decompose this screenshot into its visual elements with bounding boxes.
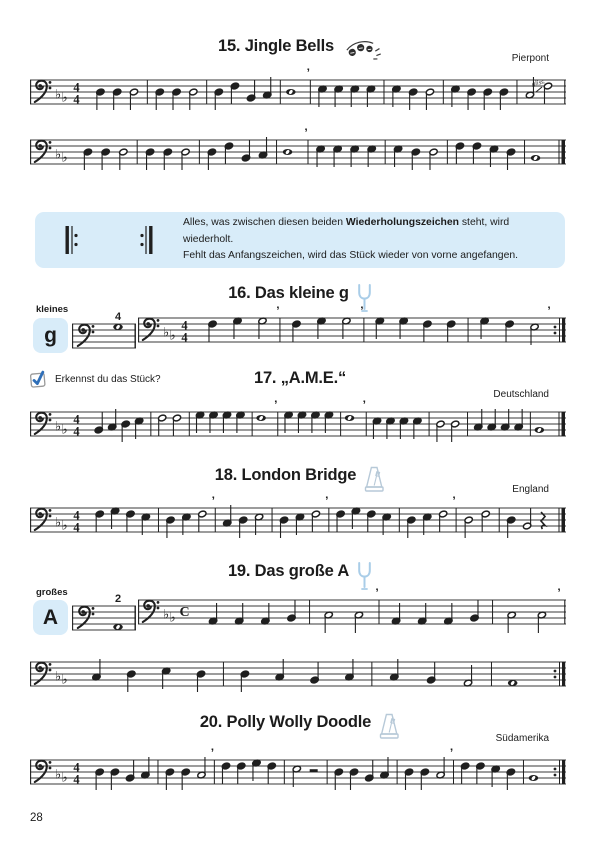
info-line1-pre: Alles, was zwischen diesen beiden: [183, 217, 346, 229]
page-number: 28: [30, 812, 43, 824]
song-18-credit: England: [512, 484, 549, 495]
repeat-begin-sign-icon: [65, 226, 78, 254]
bass-clef: [35, 81, 52, 102]
bass-clef: [78, 607, 95, 628]
staff-system-19-line1: [138, 584, 566, 642]
sleigh-bells-icon: [342, 37, 382, 63]
svg-text:’: ’: [452, 494, 456, 508]
svg-text:4: 4: [181, 318, 188, 333]
repeat-end-sign-icon: [140, 226, 153, 254]
info-line1-post: steht, wird wiederholt.: [183, 217, 510, 245]
song-20-credit: Südamerika: [495, 733, 549, 744]
svg-text:gliss.: gliss.: [531, 78, 547, 88]
svg-text:♭: ♭: [55, 419, 62, 435]
svg-text:♭: ♭: [61, 422, 68, 438]
svg-text:4: 4: [73, 772, 80, 787]
svg-text:’: ’: [362, 398, 366, 412]
svg-text:♭: ♭: [55, 515, 62, 531]
staff-system-16: [138, 302, 566, 360]
bass-clef: [143, 319, 160, 340]
recognize-piece-label: Erkennst du das Stück?: [55, 374, 161, 385]
song-15-title: 15. Jingle Bells: [217, 37, 335, 55]
svg-text:4: 4: [181, 330, 188, 345]
staff-system-18: [30, 492, 566, 550]
svg-text:’: ’: [325, 494, 329, 508]
svg-text:♭: ♭: [55, 669, 62, 685]
svg-text:’: ’: [210, 746, 215, 760]
song-15-credit: Pierpont: [511, 53, 549, 64]
svg-text:♭: ♭: [61, 90, 68, 106]
staff-system-15-line2: [30, 124, 566, 182]
svg-text:♭: ♭: [61, 518, 68, 534]
svg-text:4: 4: [73, 520, 80, 535]
svg-text:’: ’: [449, 746, 454, 760]
song-17-title: 17. „A.M.E.“: [253, 369, 347, 387]
mini-staff-small-g: [72, 310, 136, 358]
metronome-icon: [379, 713, 400, 740]
svg-text:4: 4: [73, 412, 80, 427]
song-17-title-row: [0, 369, 600, 387]
note-A-size-label: großes: [36, 587, 68, 598]
svg-text:♭: ♭: [55, 147, 62, 163]
staff-system-17: [30, 396, 566, 454]
bass-clef: [143, 601, 160, 622]
svg-text:’: ’: [547, 304, 551, 318]
song-16-title: 16. Das kleine g: [228, 284, 349, 302]
song-20-title: 20. Polly Wolly Doodle: [199, 713, 372, 731]
note-A-letter-box: [33, 600, 68, 635]
svg-text:♭: ♭: [163, 325, 170, 341]
svg-text:♭: ♭: [55, 87, 62, 103]
bass-clef: [35, 663, 52, 684]
staff-system-19-line2: [30, 646, 566, 704]
svg-text:♭: ♭: [61, 672, 68, 688]
bass-clef: [35, 761, 52, 782]
svg-text:♭: ♭: [169, 610, 176, 626]
svg-text:’: ’: [306, 66, 311, 80]
svg-text:4: 4: [73, 508, 80, 523]
bass-clef: [78, 325, 95, 346]
svg-text:’: ’: [276, 304, 280, 318]
staff-system-15-line1: [30, 64, 566, 122]
note-A-letter: A: [42, 605, 59, 629]
song-18-title: 18. London Bridge: [214, 466, 357, 484]
song-19-title: 19. Das große A: [227, 562, 350, 580]
note-g-size-label: kleines: [36, 304, 69, 315]
svg-text:’: ’: [360, 304, 364, 318]
svg-text:♭: ♭: [61, 770, 68, 786]
svg-text:♭: ♭: [163, 607, 170, 623]
repeat-signs-info-box: [35, 212, 565, 268]
svg-text:’: ’: [557, 586, 561, 600]
svg-text:4: 4: [73, 760, 80, 775]
metronome-icon: [364, 466, 385, 493]
info-line2: Fehlt das Anfangszeichen, wird das Stück wieder von vorne angefangen.: [183, 250, 519, 262]
bass-clef: [35, 509, 52, 530]
svg-text:’: ’: [304, 126, 308, 140]
svg-text:4: 4: [73, 80, 80, 95]
svg-text:4: 4: [73, 424, 80, 439]
svg-text:♭: ♭: [55, 767, 62, 783]
bass-clef: [35, 141, 52, 162]
svg-text:4: 4: [73, 92, 80, 107]
svg-text:’: ’: [375, 586, 379, 600]
song-18-title-row: [0, 466, 600, 493]
info-line1-bold: Wiederholungszeichen: [345, 217, 459, 229]
song-15-title-row: [0, 37, 600, 63]
svg-text:2: 2: [114, 593, 122, 605]
bass-clef: [35, 413, 52, 434]
svg-text:C: C: [179, 605, 190, 620]
note-g-letter: g: [44, 323, 57, 347]
svg-text:4: 4: [114, 311, 122, 323]
staff-system-20: [30, 744, 566, 802]
mini-staff-big-A: [72, 592, 136, 640]
repeat-info-text: [183, 215, 551, 265]
svg-text:’: ’: [274, 398, 278, 412]
svg-text:♭: ♭: [61, 150, 68, 166]
svg-text:♭: ♭: [169, 328, 176, 344]
song-17-credit: Deutschland: [493, 389, 549, 400]
note-g-letter-box: [33, 318, 68, 353]
svg-text:’: ’: [211, 494, 215, 508]
